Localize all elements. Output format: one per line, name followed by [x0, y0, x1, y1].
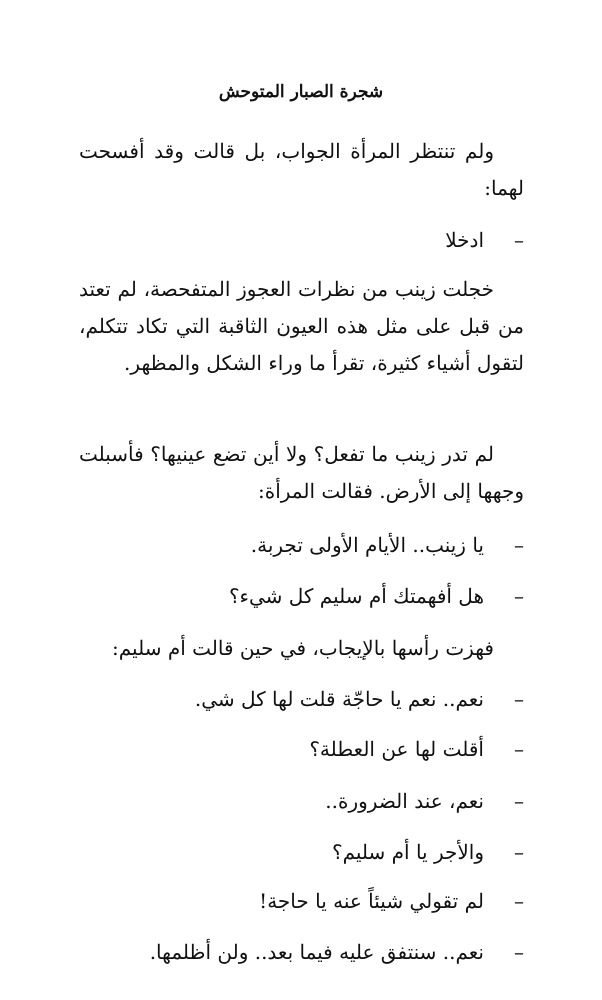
- dialogue-line-1: [79, 225, 524, 255]
- dialogue-text: يا زينب.. الأيام الأولى تجربة.: [250, 533, 484, 557]
- dialogue-text: نعم، عند الضرورة..: [325, 789, 484, 813]
- dialogue-line-7: [79, 837, 524, 867]
- dialogue-line-2: [79, 530, 524, 560]
- dialogue-dash: –: [514, 533, 524, 557]
- dialogue-text: نعم.. سنتفق عليه فيما بعد.. ولن أظلمها.: [149, 940, 484, 964]
- paragraph-3: لم تدر زينب ما تفعل؟ ولا أين تضع عينيها؟ فأسبلت وجهها إلى الأرض. فقالت المرأة:: [79, 442, 524, 503]
- dialogue-dash: –: [514, 789, 524, 813]
- dialogue-dash: –: [514, 889, 524, 913]
- dialogue-line-3: [79, 581, 524, 611]
- dialogue-dash: –: [514, 687, 524, 711]
- dialogue-dash: –: [514, 737, 524, 761]
- dialogue-line-5: [79, 734, 524, 764]
- dialogue-line-9: [79, 937, 524, 967]
- dialogue-line-4: [79, 684, 524, 714]
- dialogue-text: أقلت لها عن العطلة؟: [309, 737, 484, 761]
- dialogue-line-6: [79, 786, 524, 816]
- dialogue-dash: –: [514, 840, 524, 864]
- dialogue-dash: –: [514, 228, 524, 252]
- paragraph-1: ولم تنتظر المرأة الجواب، بل قالت وقد أفسحت لهما:: [79, 139, 524, 200]
- dialogue-text: لم تقولي شيئاً عنه يا حاجة!: [259, 889, 484, 913]
- dialogue-text: ادخلا: [445, 228, 484, 252]
- dialogue-text: نعم.. نعم يا حاجّة قلت لها كل شي.: [194, 687, 484, 711]
- dialogue-text: هل أفهمتك أم سليم كل شيء؟: [228, 584, 484, 608]
- dialogue-dash: –: [514, 940, 524, 964]
- paragraph-2: خجلت زينب من نظرات العجوز المتفحصة، لم تعتد من قبل على مثل هذه العيون الثاقبة التي تكاد تتكلم، لتقول أشياء كثيرة، تقرأ ما وراء الشكل والمظهر.: [79, 277, 524, 375]
- chapter-title: شجرة الصبار المتوحش: [218, 82, 384, 102]
- dialogue-text: والأجر يا أم سليم؟: [331, 840, 484, 864]
- paragraph-4: فهزت رأسها بالإيجاب، في حين قالت أم سليم:: [112, 636, 494, 660]
- dialogue-dash: –: [514, 584, 524, 608]
- dialogue-line-8: [79, 886, 524, 916]
